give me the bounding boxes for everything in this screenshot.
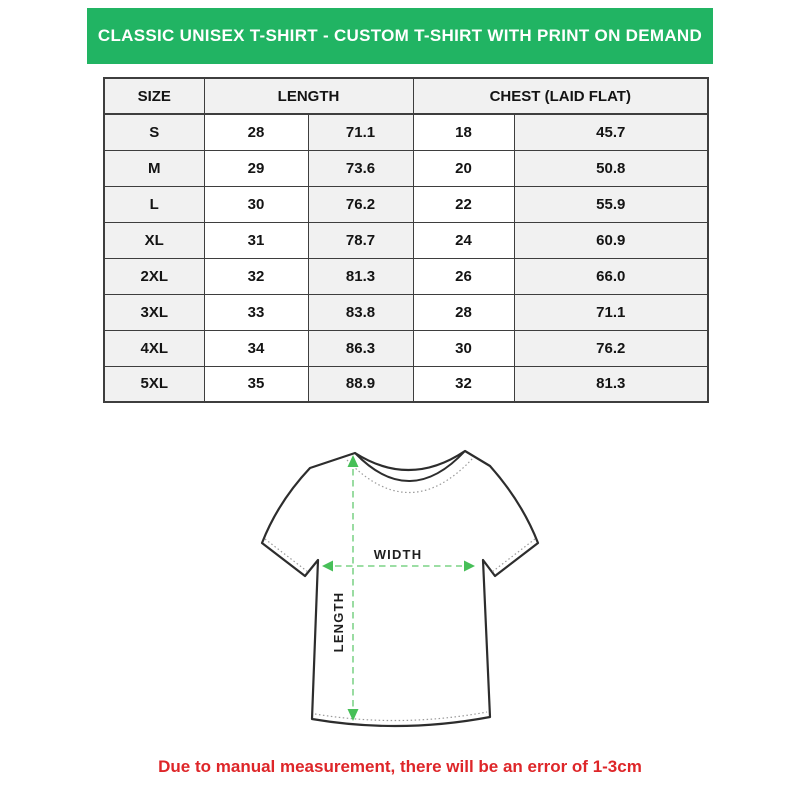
table-row [104,186,708,222]
table-row [104,114,708,150]
table-row [104,294,708,330]
col-header-chest: CHEST (LAID FLAT) [413,78,708,114]
title-banner [87,8,713,64]
length-in-cell: 33 [204,294,308,330]
length-in-cell: 28 [204,114,308,150]
length-cm-cell: 78.7 [308,222,413,258]
chest-cm-cell: 81.3 [514,366,708,402]
measurement-note: Due to manual measurement, there will be an error of 1-3cm [158,757,642,776]
length-in-cell: 32 [204,258,308,294]
chest-cm-cell: 55.9 [514,186,708,222]
size-cell: S [104,114,204,150]
table-row [104,150,708,186]
chest-cm-cell: 71.1 [514,294,708,330]
col-header-size: SIZE [104,78,204,114]
size-cell: XL [104,222,204,258]
table-row [104,258,708,294]
chest-in-cell: 18 [413,114,514,150]
length-cm-cell: 71.1 [308,114,413,150]
table-row [104,222,708,258]
length-in-cell: 34 [204,330,308,366]
tshirt-measurement-illustration [250,438,550,753]
tshirt-outline [262,451,538,726]
chest-in-cell: 28 [413,294,514,330]
size-cell: 2XL [104,258,204,294]
chest-cm-cell: 50.8 [514,150,708,186]
chest-cm-cell: 66.0 [514,258,708,294]
table-row [104,330,708,366]
table-header-row [104,78,708,114]
length-cm-cell: 76.2 [308,186,413,222]
chest-in-cell: 30 [413,330,514,366]
table-row [104,366,708,402]
chest-in-cell: 20 [413,150,514,186]
size-cell: M [104,150,204,186]
chest-cm-cell: 76.2 [514,330,708,366]
size-cell: L [104,186,204,222]
length-in-cell: 31 [204,222,308,258]
length-label: LENGTH [331,591,346,653]
length-in-cell: 29 [204,150,308,186]
length-cm-cell: 81.3 [308,258,413,294]
page-title: CLASSIC UNISEX T-SHIRT - CUSTOM T-SHIRT WITH PRINT ON DEMAND [97,26,703,45]
chest-in-cell: 22 [413,186,514,222]
length-cm-cell: 86.3 [308,330,413,366]
width-label: WIDTH [373,547,423,562]
size-cell: 4XL [104,330,204,366]
length-in-cell: 35 [204,366,308,402]
chest-cm-cell: 45.7 [514,114,708,150]
size-cell: 3XL [104,294,204,330]
size-cell: 5XL [104,366,204,402]
chest-in-cell: 32 [413,366,514,402]
length-cm-cell: 83.8 [308,294,413,330]
size-chart-table [103,77,709,403]
chest-cm-cell: 60.9 [514,222,708,258]
length-in-cell: 30 [204,186,308,222]
col-header-length: LENGTH [204,78,413,114]
length-cm-cell: 88.9 [308,366,413,402]
chest-in-cell: 26 [413,258,514,294]
tshirt-diagram [250,438,550,753]
chest-in-cell: 24 [413,222,514,258]
length-cm-cell: 73.6 [308,150,413,186]
